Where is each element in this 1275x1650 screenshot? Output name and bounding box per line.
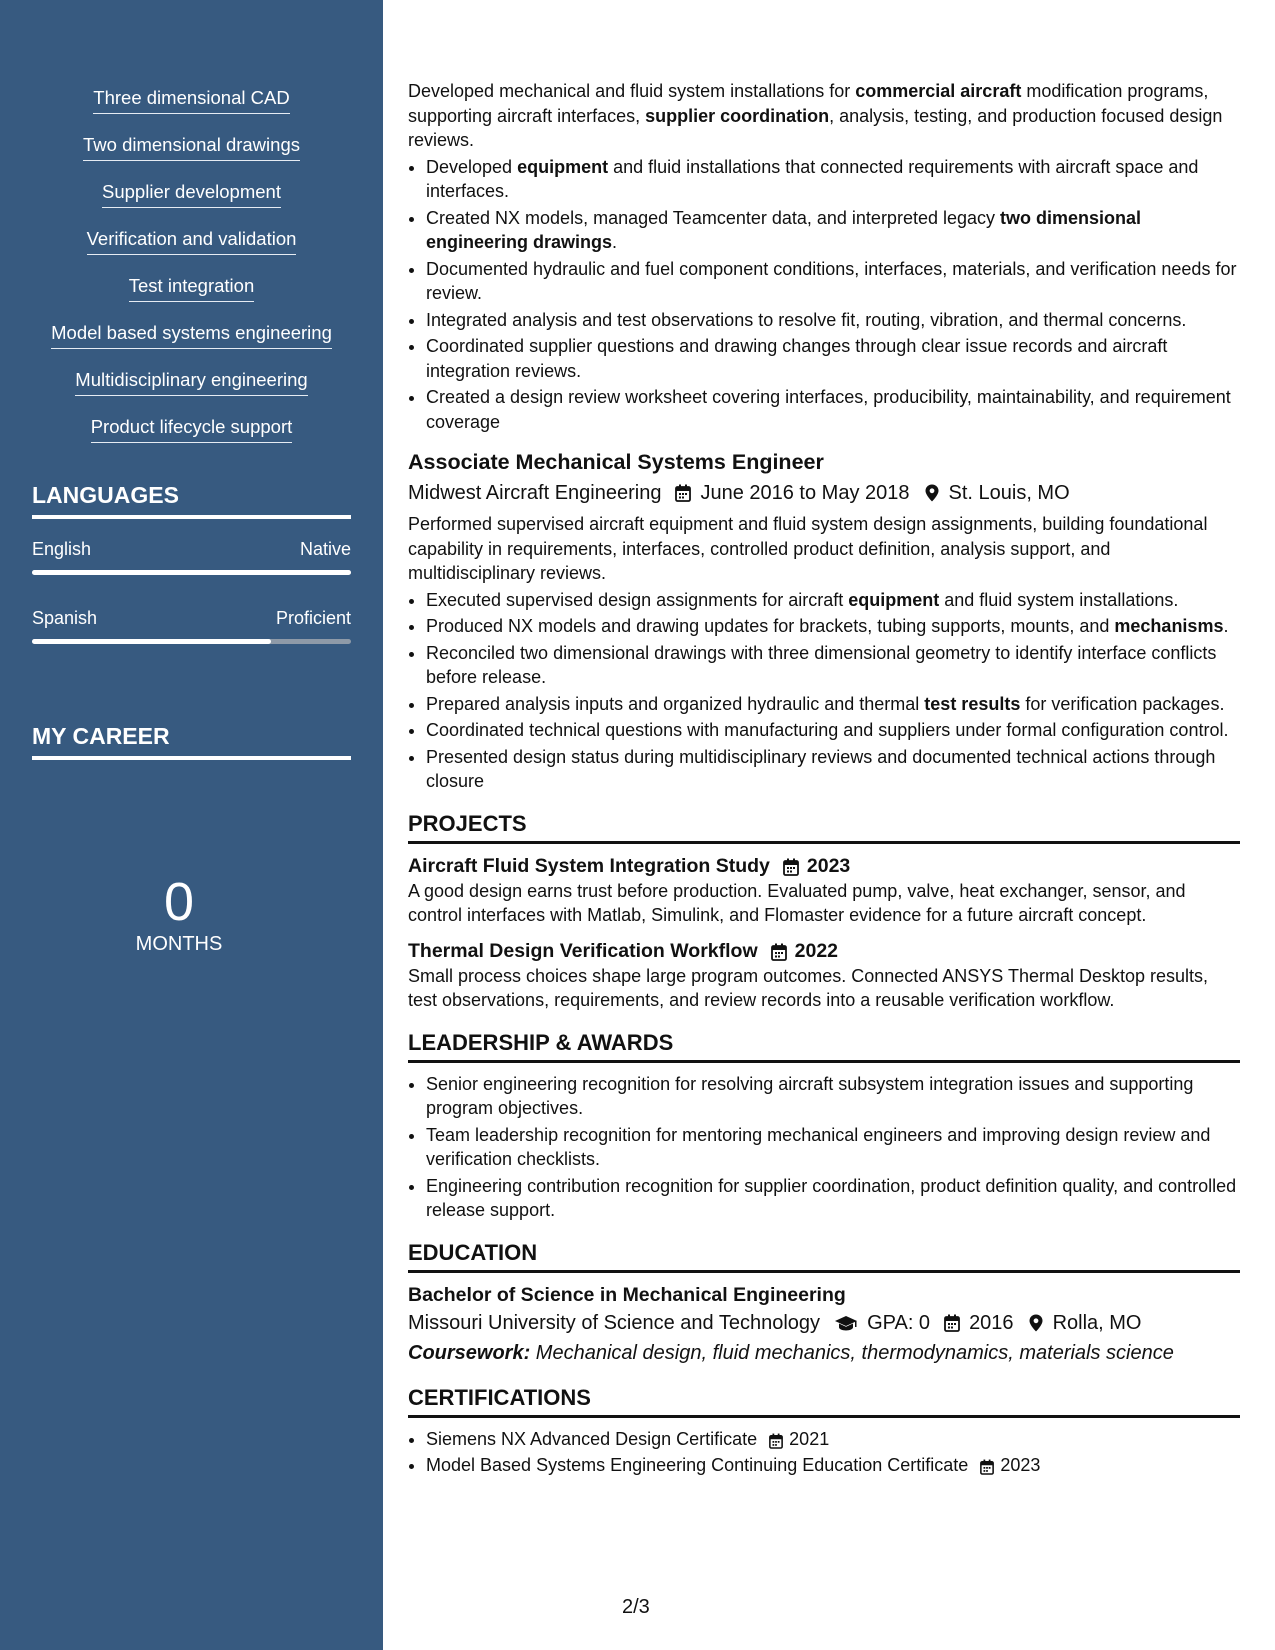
skill-item: Product lifecycle support — [91, 415, 293, 443]
text-run: Developed mechanical and fluid system installations for — [408, 81, 856, 101]
skill-item: Supplier development — [102, 180, 281, 208]
text-run: . — [612, 232, 618, 252]
coursework-label: Coursework: — [408, 1341, 531, 1364]
coursework — [408, 1338, 1240, 1368]
text-run: for verification packages. — [1020, 693, 1225, 714]
page-number: 2/3 — [622, 1596, 650, 1618]
list-item — [426, 745, 1240, 794]
project-name: Aircraft Fluid System Integration Study — [408, 854, 770, 877]
language-bar — [32, 639, 351, 644]
project-description: Small process choices shape large program outcomes. Connected ANSYS Thermal Desktop results, test observations, requirements, and review records into a reusable verification workflow. — [408, 965, 1209, 1010]
sidebar — [0, 0, 383, 1650]
language-english — [32, 538, 351, 575]
graduation-cap-icon — [834, 1314, 858, 1332]
text-run: and fluid installations that connected requirements with aircraft space and interfaces. — [426, 156, 1199, 201]
project-title — [408, 938, 1240, 964]
school-location: Rolla, MO — [1052, 1311, 1142, 1334]
bold-text: mechanisms — [1114, 616, 1224, 636]
job1-bullets — [408, 155, 1240, 435]
education-meta — [408, 1308, 1240, 1338]
text-run: Reconciled two dimensional drawings with three dimensional geometry to identify interface conflicts before release. — [426, 642, 1217, 687]
text-run: Documented hydraulic and fuel component conditions, interfaces, materials, and verification needs for review. — [426, 258, 1237, 303]
project-year: 2023 — [806, 854, 851, 877]
certifications-list — [408, 1427, 1240, 1478]
skills-list — [0, 86, 383, 462]
location-pin-icon — [924, 484, 940, 502]
languages-heading: LANGUAGES — [32, 482, 351, 519]
language-bar-fill — [32, 639, 271, 644]
language-bar-fill — [32, 570, 351, 575]
project-name: Thermal Design Verification Workflow — [408, 939, 758, 962]
job2-location: St. Louis, MO — [948, 482, 1070, 504]
language-name: English — [32, 539, 92, 559]
coursework-text: Mechanical design, fluid mechanics, thermodynamics, materials science — [530, 1341, 1174, 1364]
calendar-icon — [675, 484, 691, 502]
cert-name: • Model Based Systems Engineering Continuing Education Certificate — [426, 1455, 969, 1475]
project-title — [408, 853, 1240, 879]
career-counter — [0, 872, 358, 956]
text-run: Coordinated supplier questions and drawing changes through clear issue records and aircraft integration reviews. — [426, 336, 1168, 381]
calendar-icon — [769, 1431, 783, 1447]
skill-item: Test integration — [129, 274, 254, 302]
skill-item: Three dimensional CAD — [93, 86, 289, 114]
leadership-heading: LEADERSHIP & AWARDS — [408, 1029, 1240, 1063]
skill-item: Model based systems engineering — [51, 321, 332, 349]
leadership-list — [408, 1072, 1240, 1223]
language-bar — [32, 570, 351, 575]
bold-text: equipment — [517, 156, 609, 177]
skill-item: Two dimensional drawings — [83, 133, 300, 161]
text-run: Presented design status during multidisciplinary reviews and documented technical actions through closure — [426, 746, 1216, 791]
bold-text: test results — [924, 693, 1021, 714]
certifications-heading: CERTIFICATIONS — [408, 1384, 1240, 1418]
calendar-icon — [944, 1314, 960, 1332]
career-value: 0 — [163, 872, 195, 932]
main-content — [408, 79, 1240, 1480]
job2-dates: June 2016 to May 2018 — [700, 482, 910, 504]
skill-item: Verification and validation — [87, 227, 297, 255]
language-level: Proficient — [275, 608, 351, 628]
bold-text: equipment — [848, 589, 940, 610]
list-item — [426, 257, 1240, 306]
job1-summary — [408, 79, 1240, 153]
job2-bullets — [408, 588, 1240, 794]
projects-heading: PROJECTS — [408, 810, 1240, 844]
list-item — [426, 1427, 1240, 1452]
text-run: modification programs, supporting aircraft interfaces, — [408, 81, 1209, 126]
text-run: Developed — [426, 156, 518, 177]
list-item: • Team leadership recognition for mentoring mechanical engineers and improving design review and verification checklists. — [426, 1123, 1240, 1172]
list-item — [426, 718, 1240, 743]
list-item: • Engineering contribution recognition for supplier coordination, product definition quality, and controlled release support. — [426, 1174, 1240, 1223]
list-item — [426, 1453, 1240, 1478]
calendar-icon — [771, 942, 787, 960]
job2-summary — [408, 512, 1240, 586]
list-item — [426, 155, 1240, 204]
list-item — [426, 588, 1240, 613]
school-name: Missouri University of Science and Technology — [408, 1311, 821, 1334]
language-spanish — [32, 607, 351, 644]
project-year: 2022 — [794, 939, 839, 962]
list-item — [426, 308, 1240, 333]
text-run: Produced NX models and drawing updates for brackets, tubing supports, mounts, and — [426, 616, 1115, 636]
text-run: Coordinated technical questions with manufacturing and suppliers under formal configuration control. — [426, 720, 1229, 740]
language-name: Spanish — [32, 608, 98, 628]
bold-text: commercial aircraft — [855, 81, 1022, 101]
skill-item: Multidisciplinary engineering — [75, 368, 307, 396]
degree-title: Bachelor of Science in Mechanical Engineering — [408, 1283, 846, 1306]
career-unit: MONTHS — [135, 933, 223, 955]
project-description: A good design earns trust before production. Evaluated pump, valve, heat exchanger, sensor, and control interfaces with Matlab, Simulink, and Flomaster evidence for a future aircraft concept. — [408, 880, 1186, 925]
bold-text: two dimensional engineering drawings — [426, 207, 1142, 252]
list-item — [426, 641, 1240, 690]
text-run: Integrated analysis and test observations to resolve fit, routing, vibration, and thermal concerns. — [426, 309, 1187, 330]
list-item — [426, 334, 1240, 383]
job2-meta — [408, 478, 1240, 508]
list-item — [426, 206, 1240, 255]
list-item: • Senior engineering recognition for resolving aircraft subsystem integration issues and supporting program objectives. — [426, 1072, 1240, 1121]
job2-title: Associate Mechanical Systems Engineer — [408, 450, 824, 474]
text-run: , analysis, testing, and production focused design reviews. — [408, 105, 1223, 150]
gpa: GPA: 0 — [867, 1311, 931, 1334]
text-run: Created NX models, managed Teamcenter data, and interpreted legacy — [426, 207, 1001, 228]
calendar-icon — [783, 857, 799, 875]
calendar-icon — [980, 1457, 994, 1473]
language-level: Native — [299, 539, 351, 559]
text-run: and fluid system installations. — [939, 589, 1179, 610]
text-run: Executed supervised design assignments for aircraft — [426, 589, 849, 610]
job2-company: Midwest Aircraft Engineering — [408, 482, 662, 504]
list-item — [426, 614, 1240, 639]
list-item — [426, 692, 1240, 717]
text-run: Created a design review worksheet covering interfaces, producibility, maintainability, and requirement coverage — [426, 387, 1231, 432]
education-heading: EDUCATION — [408, 1239, 1240, 1273]
cert-year: 2021 — [789, 1428, 830, 1449]
text-run: Performed supervised aircraft equipment and fluid system design assignments, building foundational capability in requirements, interfaces, controlled product definition, analysis support, and multidisciplinary reviews. — [408, 514, 1208, 583]
career-heading: MY CAREER — [32, 723, 351, 760]
list-item — [426, 385, 1240, 434]
bold-text: supplier coordination — [645, 105, 830, 126]
text-run: Prepared analysis inputs and organized hydraulic and thermal — [426, 693, 925, 714]
cert-name: • Siemens NX Advanced Design Certificate — [426, 1428, 758, 1449]
graduation-year: 2016 — [969, 1311, 1014, 1334]
cert-year: 2023 — [1000, 1455, 1041, 1475]
location-pin-icon — [1028, 1314, 1044, 1332]
text-run: . — [1223, 616, 1229, 636]
